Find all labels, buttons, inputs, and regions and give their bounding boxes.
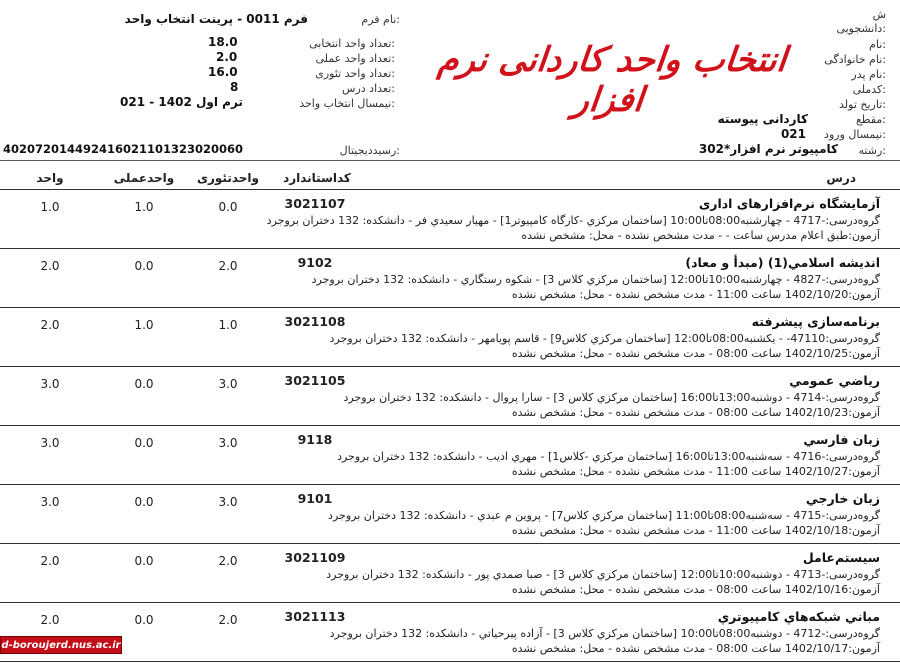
table-row <box>0 426 900 485</box>
course-code: 3021105 <box>284 373 346 388</box>
header-practical: واحدعملی <box>113 171 175 185</box>
digital-receipt-label: رسیددیجیتال: <box>339 144 400 157</box>
course-exam-info: آزمون:1402/10/20 ساعت 11:00 - مدت مشخص نشده - محل: مشخص نشده <box>511 288 880 301</box>
course-name: سيستم‌عامل <box>802 550 880 565</box>
header-theory: واحدتئوری <box>197 171 259 185</box>
course-exam-info: آزمون:1402/10/18 ساعت 11:00 - مدت مشخص نشده - محل: مشخص نشده <box>511 524 880 537</box>
course-total-units: 3.0 <box>40 377 60 391</box>
course-group-info: گروه‌درسی:-4715 - سه‌شنبه08:00تا11:00 [ساختمان مرکزي کلاس7] - پروین م عبدي - دانشکده: 132 دختران بروجرد <box>328 509 880 522</box>
theory-units-label: تعداد واحد تئوری: <box>315 67 395 80</box>
student-field-value: کامپیوتر نرم افزار*302 <box>698 142 838 156</box>
course-exam-info: آزمون:1402/10/25 ساعت 08:00 - مدت مشخص نشده - محل: مشخص نشده <box>511 347 880 360</box>
course-total-units: 1.0 <box>40 200 60 214</box>
header-course: درس <box>826 171 856 185</box>
course-exam-info: آزمون:طبق اعلام مدرس ساعت - - مدت مشخص نشده - محل: مشخص نشده <box>521 229 880 242</box>
course-practical-units: 0.0 <box>134 554 154 568</box>
course-count-label: تعداد درس: <box>342 82 395 95</box>
course-group-info: گروه‌درسی:-4716 - سه‌شنبه13:00تا16:00 [ساختمان مرکزي -کلاس1] - مهري ادیب - دانشکده: 132 دختران بروجرد <box>337 450 880 463</box>
course-total-units: 2.0 <box>40 318 60 332</box>
header-code: کداستاندارد <box>283 171 351 185</box>
course-code: 3021107 <box>284 196 346 211</box>
course-group-info: گروه‌درسی:-4717 - چهارشنبه08:00تا10:00 [ساختمان مرکزي -کارگاه کامپیوتر1] - مهيار سعيدي فر - دانشکده: 132 دختران بروجرد <box>266 214 880 227</box>
table-row <box>0 308 900 367</box>
course-practical-units: 1.0 <box>134 200 154 214</box>
course-count-value: 8 <box>230 80 239 94</box>
course-code: 9118 <box>297 432 333 447</box>
student-father-label: نام پدر: <box>851 68 886 81</box>
student-entry-term-value: 021 <box>780 127 806 141</box>
course-practical-units: 1.0 <box>134 318 154 332</box>
student-level-label: مقطع: <box>855 113 886 126</box>
course-code: 9102 <box>297 255 333 270</box>
practical-units-label: تعداد واحد عملی: <box>315 52 395 65</box>
digital-receipt-value: 402072014492416021101323020060 <box>3 142 244 156</box>
course-total-units: 2.0 <box>40 613 60 627</box>
footer-site-badge: d-boroujerd.nus.ac.ir <box>0 636 122 654</box>
table-row <box>0 603 900 662</box>
student-national-code-label: کدملی: <box>852 83 886 96</box>
course-name: آزمایشگاه نرم‌افزارهای اداری <box>698 196 880 211</box>
course-theory-units: 2.0 <box>218 259 238 273</box>
course-theory-units: 0.0 <box>218 200 238 214</box>
course-code: 3021109 <box>284 550 346 565</box>
theory-units-value: 16.0 <box>208 65 238 79</box>
table-row <box>0 367 900 426</box>
student-family-label: نام خانوادگی: <box>824 53 886 66</box>
course-practical-units: 0.0 <box>134 613 154 627</box>
selected-units-value: 18.0 <box>208 35 238 49</box>
course-name: انديشه اسلامي(1) (مبدأ و معاد) <box>685 255 880 270</box>
student-number-label: دانشجویی: <box>836 22 886 35</box>
course-code: 3021108 <box>284 314 346 329</box>
page-title-banner: انتخاب واحد کاردانی نرم افزار <box>435 40 789 120</box>
divider-top <box>0 160 900 161</box>
course-group-info: گروه‌درسی:-4712 - دوشنبه08:00تا10:00 [ساختمان مرکزي کلاس 3] - آزاده پیرحیاتي - دانشکده: 132 دختران بروجرد <box>329 627 880 640</box>
header-units: واحد <box>36 171 64 185</box>
term-value: ترم اول 1402 - 021 <box>120 95 243 109</box>
table-row <box>0 190 900 249</box>
course-theory-units: 3.0 <box>218 436 238 450</box>
course-name: زبان خارجي <box>805 491 880 506</box>
table-row <box>0 485 900 544</box>
course-name: برنامه‌سازی پیشرفته <box>751 314 880 329</box>
course-group-info: گروه‌درسی:-4827 - چهارشنبه10:00تا12:00 [ساختمان مرکزي کلاس 3] - شکوه رستگاري - دانشکده: 132 دختران بروجرد <box>311 273 880 286</box>
student-level-value: کاردانی پیوسته <box>717 112 808 126</box>
course-practical-units: 0.0 <box>134 495 154 509</box>
student-sh-label: ش <box>872 8 886 21</box>
course-theory-units: 2.0 <box>218 554 238 568</box>
course-code: 3021113 <box>284 609 346 624</box>
course-exam-info: آزمون:1402/10/17 ساعت 08:00 - مدت مشخص نشده - محل: مشخص نشده <box>511 642 880 655</box>
course-name: مباني شبکه‌هاي کامپيوتري <box>717 609 880 624</box>
course-group-info: گروه‌درسی:47110- - یکشنبه08:00تا12:00 [ساختمان مرکزي کلاس9] - قاسم پویامهر - دانشکده: 132 دختران بروجرد <box>329 332 880 345</box>
course-total-units: 2.0 <box>40 554 60 568</box>
course-theory-units: 3.0 <box>218 495 238 509</box>
selected-units-label: تعداد واحد انتخابی: <box>309 37 395 50</box>
practical-units-value: 2.0 <box>216 50 238 64</box>
course-exam-info: آزمون:1402/10/23 ساعت 08:00 - مدت مشخص نشده - محل: مشخص نشده <box>511 406 880 419</box>
course-exam-info: آزمون:1402/10/16 ساعت 08:00 - مدت مشخص نشده - محل: مشخص نشده <box>511 583 880 596</box>
course-name: زبان فارسي <box>803 432 880 447</box>
student-name-label: نام: <box>869 38 886 51</box>
student-entry-term-label: نیمسال ورود: <box>824 128 886 141</box>
form-name-label: نام فرم: <box>361 13 400 26</box>
course-practical-units: 0.0 <box>134 436 154 450</box>
course-practical-units: 0.0 <box>134 259 154 273</box>
table-row <box>0 249 900 308</box>
course-theory-units: 2.0 <box>218 613 238 627</box>
student-field-label: رشته: <box>858 144 886 157</box>
course-group-info: گروه‌درسی:-4714 - دوشنبه13:00تا16:00 [ساختمان مرکزي کلاس 3] - سارا پروال - دانشکده: 132 دختران بروجرد <box>343 391 880 404</box>
course-theory-units: 3.0 <box>218 377 238 391</box>
course-name: رياضي عمومي <box>789 373 880 388</box>
course-exam-info: آزمون:1402/10/27 ساعت 11:00 - مدت مشخص نشده - محل: مشخص نشده <box>511 465 880 478</box>
course-total-units: 3.0 <box>40 495 60 509</box>
course-practical-units: 0.0 <box>134 377 154 391</box>
course-total-units: 3.0 <box>40 436 60 450</box>
student-birthdate-label: تاریخ تولد: <box>839 98 886 111</box>
course-theory-units: 1.0 <box>218 318 238 332</box>
form-name-value: فرم 0011 - پرینت انتخاب واحد <box>124 12 308 26</box>
term-label: نیمسال انتخاب واحد: <box>299 97 395 110</box>
course-total-units: 2.0 <box>40 259 60 273</box>
table-row <box>0 544 900 603</box>
course-code: 9101 <box>297 491 333 506</box>
course-group-info: گروه‌درسی:-4713 - دوشنبه10:00تا12:00 [ساختمان مرکزي کلاس 3] - صبا صمدي پور - دانشکده: 132 دختران بروجرد <box>326 568 880 581</box>
